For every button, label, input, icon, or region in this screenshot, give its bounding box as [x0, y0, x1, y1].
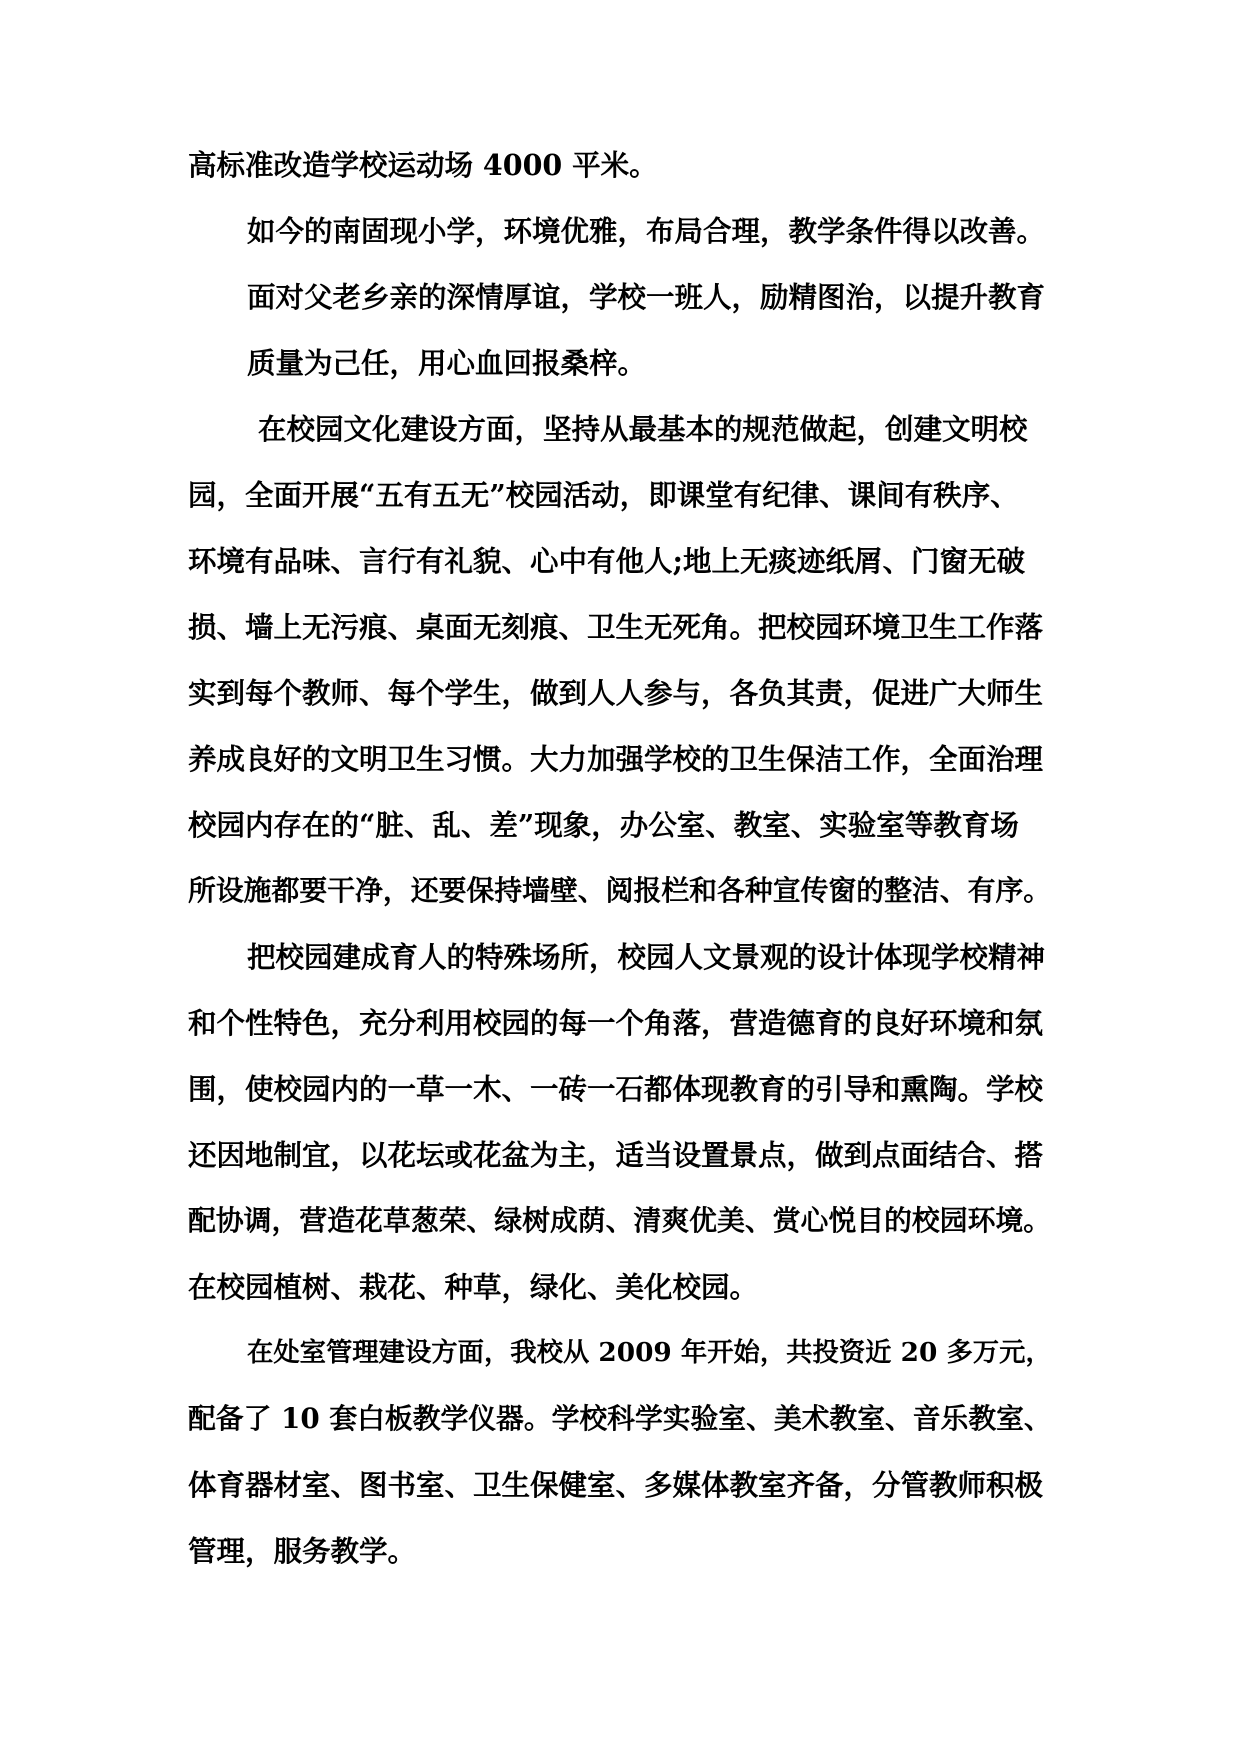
text-line: 实到每个教师、每个学生，做到人人参与，各负其责，促进广大师生: [188, 676, 1044, 710]
text-line: 所设施都要干净，还要保持墙壁、阅报栏和各种宣传窗的整洁、有序。: [188, 874, 1052, 907]
text-line: 环境有品味、言行有礼貌、心中有他人;地上无痰迹纸屑、门窗无破: [188, 544, 1026, 578]
text-line: 损、墙上无污痕、桌面无刻痕、卫生无死角。把校园环境卫生工作落: [188, 610, 1044, 644]
text-line: 如今的南固现小学，环境优雅，布局合理，教学条件得以改善。: [247, 214, 1046, 248]
text-line: 配协调，营造花草葱荣、绿树成荫、清爽优美、赏心悦目的校园环境。: [188, 1204, 1052, 1237]
text-line: 校园内存在的“脏、乱、差”现象，办公室、教室、实验室等教育场: [188, 808, 1019, 842]
text-line: 配备了 10 套白板教学仪器。学校科学实验室、美术教室、音乐教室、: [188, 1402, 1052, 1435]
text-line: 园，全面开展“五有五无”校园活动，即课堂有纪律、课间有秩序、: [188, 478, 1019, 512]
text-line: 养成良好的文明卫生习惯。大力加强学校的卫生保洁工作，全面治理: [188, 742, 1044, 776]
text-line: 质量为己任，用心血回报桑梓。: [247, 346, 647, 380]
text-line: 高标准改造学校运动场 4000 平米。: [188, 148, 658, 182]
text-line: 在处室管理建设方面，我校从 2009 年开始，共投资近 20 多万元，: [247, 1337, 1052, 1368]
text-line: 还因地制宜，以花坛或花盆为主，适当设置景点，做到点面结合、搭: [188, 1138, 1044, 1172]
text-line: 和个性特色，充分利用校园的每一个角落，营造德育的良好环境和氛: [188, 1006, 1044, 1040]
text-line: 管理，服务教学。: [188, 1534, 417, 1568]
text-line: 体育器材室、图书室、卫生保健室、多媒体教室齐备，分管教师积极: [188, 1468, 1044, 1502]
text-line: 把校园建成育人的特殊场所，校园人文景观的设计体现学校精神: [247, 940, 1046, 974]
text-line: 在校园植树、栽花、种草，绿化、美化校园。: [188, 1270, 759, 1304]
text-line: 围，使校园内的一草一木、一砖一石都体现教育的引导和熏陶。学校: [188, 1072, 1044, 1106]
text-line: 在校园文化建设方面，坚持从最基本的规范做起，创建文明校: [258, 412, 1028, 446]
text-line: 面对父老乡亲的深情厚谊，学校一班人，励精图治，以提升教育: [247, 280, 1046, 314]
